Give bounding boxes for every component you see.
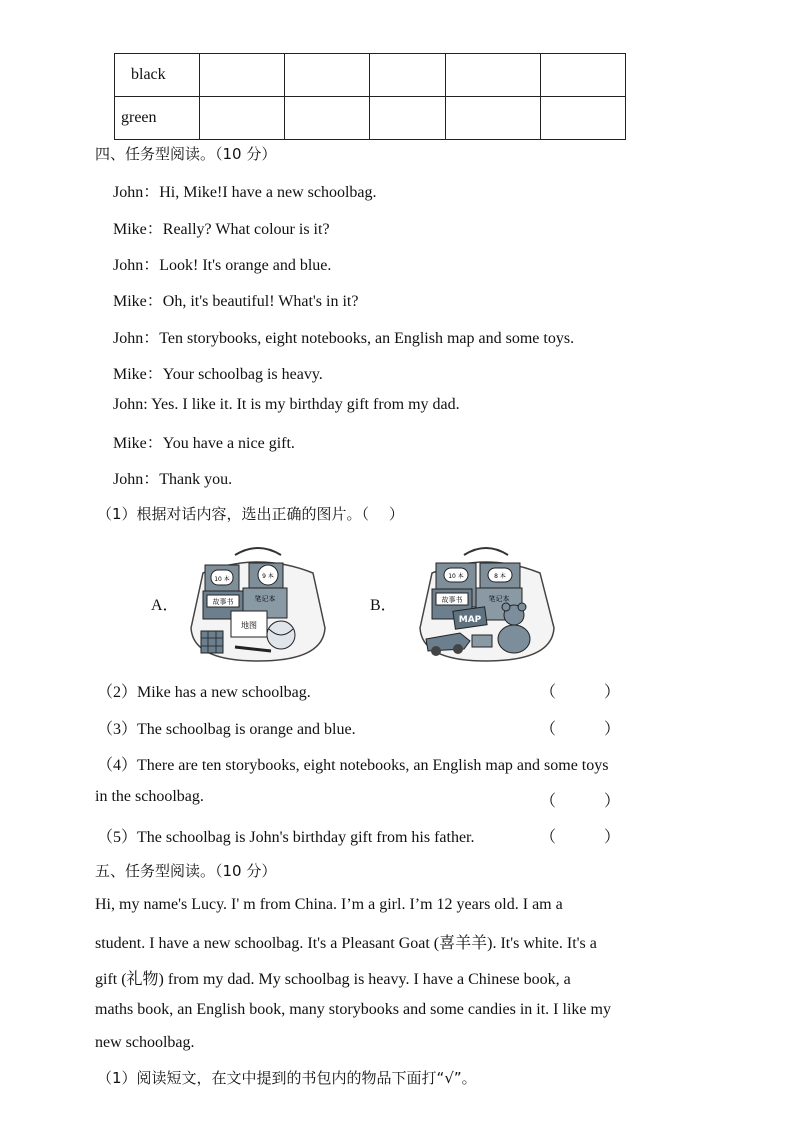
schoolbag-image-a: [183, 543, 333, 663]
table-cell: [541, 54, 626, 97]
section5-question-1: （1）阅读短文，在文中提到的书包内的物品下面打“√”。: [97, 1069, 477, 1087]
answer-paren: （ ）: [540, 721, 621, 738]
question-1: （1）根据对话内容，选出正确的图片。（ ）: [97, 505, 404, 523]
img-b-map: MAP: [458, 615, 482, 625]
table-cell: [446, 54, 541, 97]
line-text: Thank you.: [159, 471, 233, 488]
dialogue-line: [113, 396, 460, 414]
question-4-line2: in the schoolbag.: [95, 788, 204, 805]
img-b-notebook: 笔记本: [488, 595, 510, 603]
table-cell: [370, 97, 446, 140]
img-b-storybook: 故事书: [441, 596, 463, 604]
speaker: Mike：: [113, 435, 163, 452]
dialogue-line: [113, 430, 295, 453]
question-3: （3）The schoolbag is orange and blue.: [97, 721, 356, 738]
img-b-book1: 10 本: [448, 573, 464, 580]
speaker: Mike：: [113, 293, 163, 310]
table-cell: [285, 54, 370, 97]
table-cell: [115, 54, 200, 97]
section5-heading: 五、任务型阅读。（10 分）: [95, 862, 277, 880]
passage-line: maths book, an English book, many storybooks and some candies in it. I like my: [95, 1001, 611, 1018]
passage-line: student. I have a new schoolbag. It's a Pleasant Goat (喜羊羊). It's white. It's a: [95, 935, 597, 952]
row-label-black: black: [131, 66, 166, 83]
table-row: [115, 54, 626, 97]
dialogue-line: [113, 288, 358, 311]
answer-paren: （ ）: [540, 793, 621, 810]
option-a-label: A．: [151, 597, 179, 614]
speaker: John：: [113, 257, 160, 274]
speaker: John：: [113, 471, 160, 488]
line-text: Oh, it's beautiful! What's in it?: [162, 293, 359, 310]
table-cell: [541, 97, 626, 140]
dialogue-line: [113, 216, 330, 239]
table-cell: [115, 97, 200, 140]
question-4-line1: （4）There are ten storybooks, eight notebooks, an English map and some toys: [97, 757, 609, 774]
table-cell: [446, 97, 541, 140]
passage-line: Hi, my name's Lucy. I' m from China. I’m a girl. I’m 12 years old. I am a: [95, 896, 563, 913]
line-text: Look! It's orange and blue.: [159, 257, 332, 274]
dialogue-line: [113, 179, 377, 202]
answer-paren: （ ）: [540, 684, 621, 701]
table-cell: [285, 97, 370, 140]
question-5: （5）The schoolbag is John's birthday gift from his father.: [97, 829, 475, 846]
speaker: Mike：: [113, 221, 163, 238]
line-text: Ten storybooks, eight notebooks, an English map and some toys.: [159, 330, 575, 347]
line-text: You have a nice gift.: [162, 435, 295, 452]
speaker: John:: [113, 396, 148, 413]
img-a-map: 地图: [241, 621, 257, 630]
speaker: John：: [113, 330, 160, 347]
table-cell: [370, 54, 446, 97]
dialogue-line: [113, 252, 331, 275]
dialogue-line: [113, 361, 323, 384]
row-label-green: green: [121, 109, 157, 126]
passage-line: gift (礼物) from my dad. My schoolbag is heavy. I have a Chinese book, a: [95, 971, 571, 988]
line-text: Yes. I like it. It is my birthday gift from my dad.: [151, 396, 460, 413]
table-cell: [200, 54, 285, 97]
passage-line: new schoolbag.: [95, 1034, 195, 1051]
img-a-notebook: 笔记本: [254, 595, 276, 603]
speaker: Mike：: [113, 366, 163, 383]
answer-paren: （ ）: [540, 829, 621, 846]
dialogue-line: [113, 466, 232, 489]
section4-heading: 四、任务型阅读。（10 分）: [95, 145, 277, 163]
line-text: Your schoolbag is heavy.: [162, 366, 323, 383]
img-b-book2: 8 本: [494, 573, 506, 580]
img-a-book2: 9 本: [262, 573, 274, 580]
table-cell: [200, 97, 285, 140]
table-row: [115, 97, 626, 140]
img-a-book1: 10 本: [214, 576, 230, 583]
color-table: [114, 53, 626, 140]
dialogue-line: [113, 325, 574, 348]
line-text: Really? What colour is it?: [162, 221, 330, 238]
line-text: Hi, Mike!I have a new schoolbag.: [159, 184, 377, 201]
schoolbag-image-b: [414, 543, 559, 663]
question-2: （2）Mike has a new schoolbag.: [97, 684, 311, 701]
img-a-storybook: 故事书: [212, 598, 234, 606]
option-b-label: B．: [370, 597, 397, 614]
speaker: John：: [113, 184, 160, 201]
